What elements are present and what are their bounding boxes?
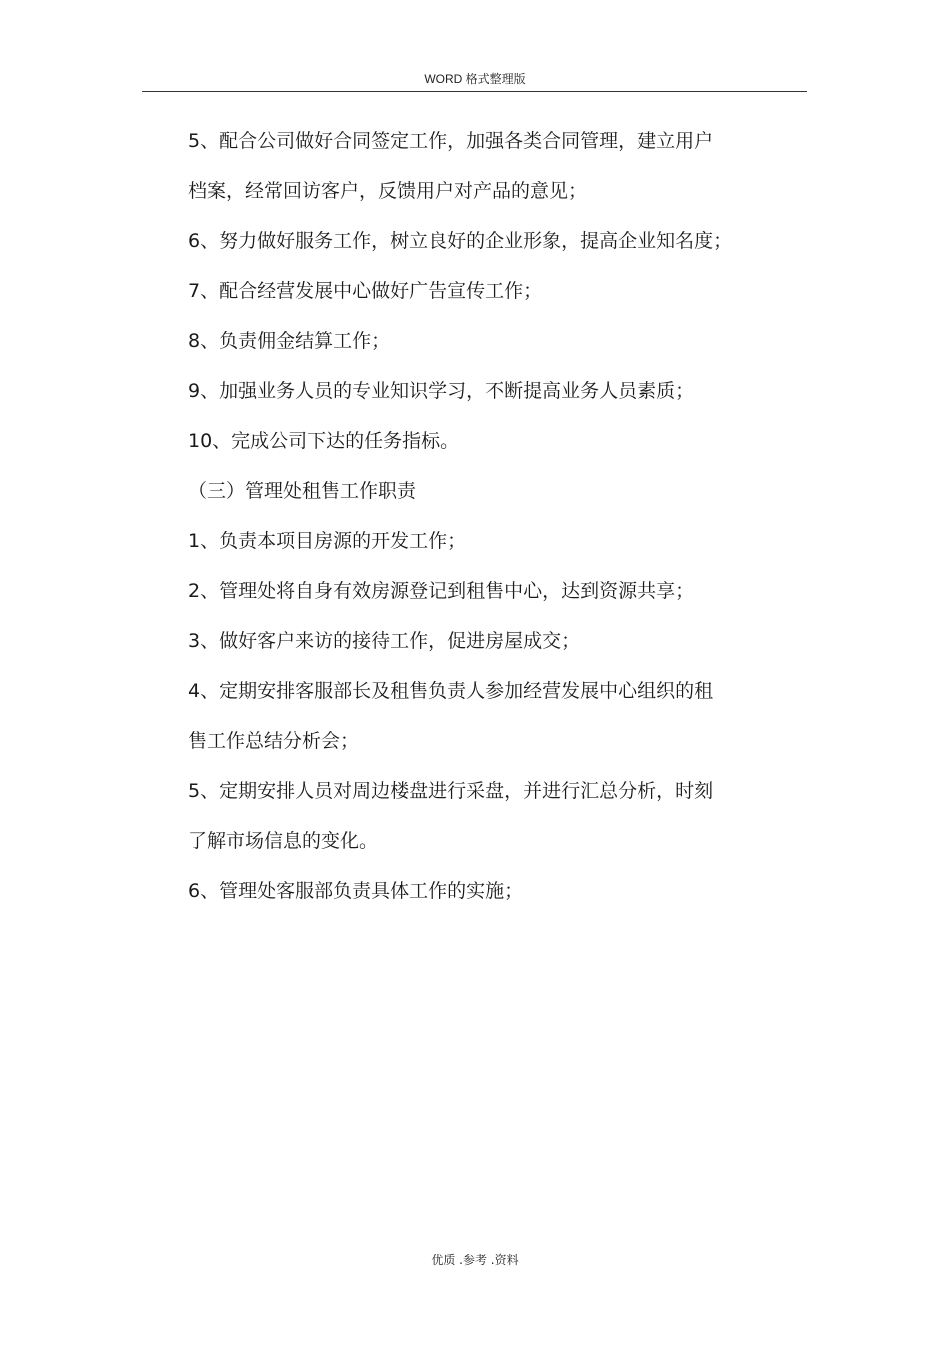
document-body	[188, 116, 778, 916]
body-line-13: 售工作总结分析会；	[188, 730, 360, 752]
body-line-14: 5、定期安排人员对周边楼盘进行采盘，并进行汇总分析，时刻	[188, 780, 714, 802]
body-line-12: 4、定期安排客服部长及租售负责人参加经营发展中心组织的租	[188, 680, 714, 702]
page-header: WORD 格式整理版	[424, 72, 526, 86]
body-line-16: 6、管理处客服部负责具体工作的实施；	[188, 880, 524, 902]
header-divider	[142, 91, 807, 92]
body-line-15: 了解市场信息的变化。	[188, 830, 379, 852]
body-line-1: 5、配合公司做好合同签定工作，加强各类合同管理，建立用户	[188, 130, 714, 152]
body-line-2: 档案，经常回访客户，反馈用户对产品的意见；	[188, 180, 588, 202]
body-line-9: 1、负责本项目房源的开发工作；	[188, 530, 467, 552]
body-line-7: 10、完成公司下达的任务指标。	[188, 430, 460, 452]
body-line-6: 9、加强业务人员的专业知识学习，不断提高业务人员素质；	[188, 380, 695, 402]
body-line-11: 3、做好客户来访的接待工作，促进房屋成交；	[188, 630, 581, 652]
page-footer: 优质 .参考 .资料	[431, 1253, 519, 1267]
body-line-3: 6、努力做好服务工作，树立良好的企业形象，提高企业知名度；	[188, 230, 733, 252]
body-line-5: 8、负责佣金结算工作；	[188, 330, 391, 352]
body-line-4: 7、配合经营发展中心做好广告宣传工作；	[188, 280, 543, 302]
section-heading: （三）管理处租售工作职责	[188, 480, 417, 502]
body-line-10: 2、管理处将自身有效房源登记到租售中心，达到资源共享；	[188, 580, 695, 602]
